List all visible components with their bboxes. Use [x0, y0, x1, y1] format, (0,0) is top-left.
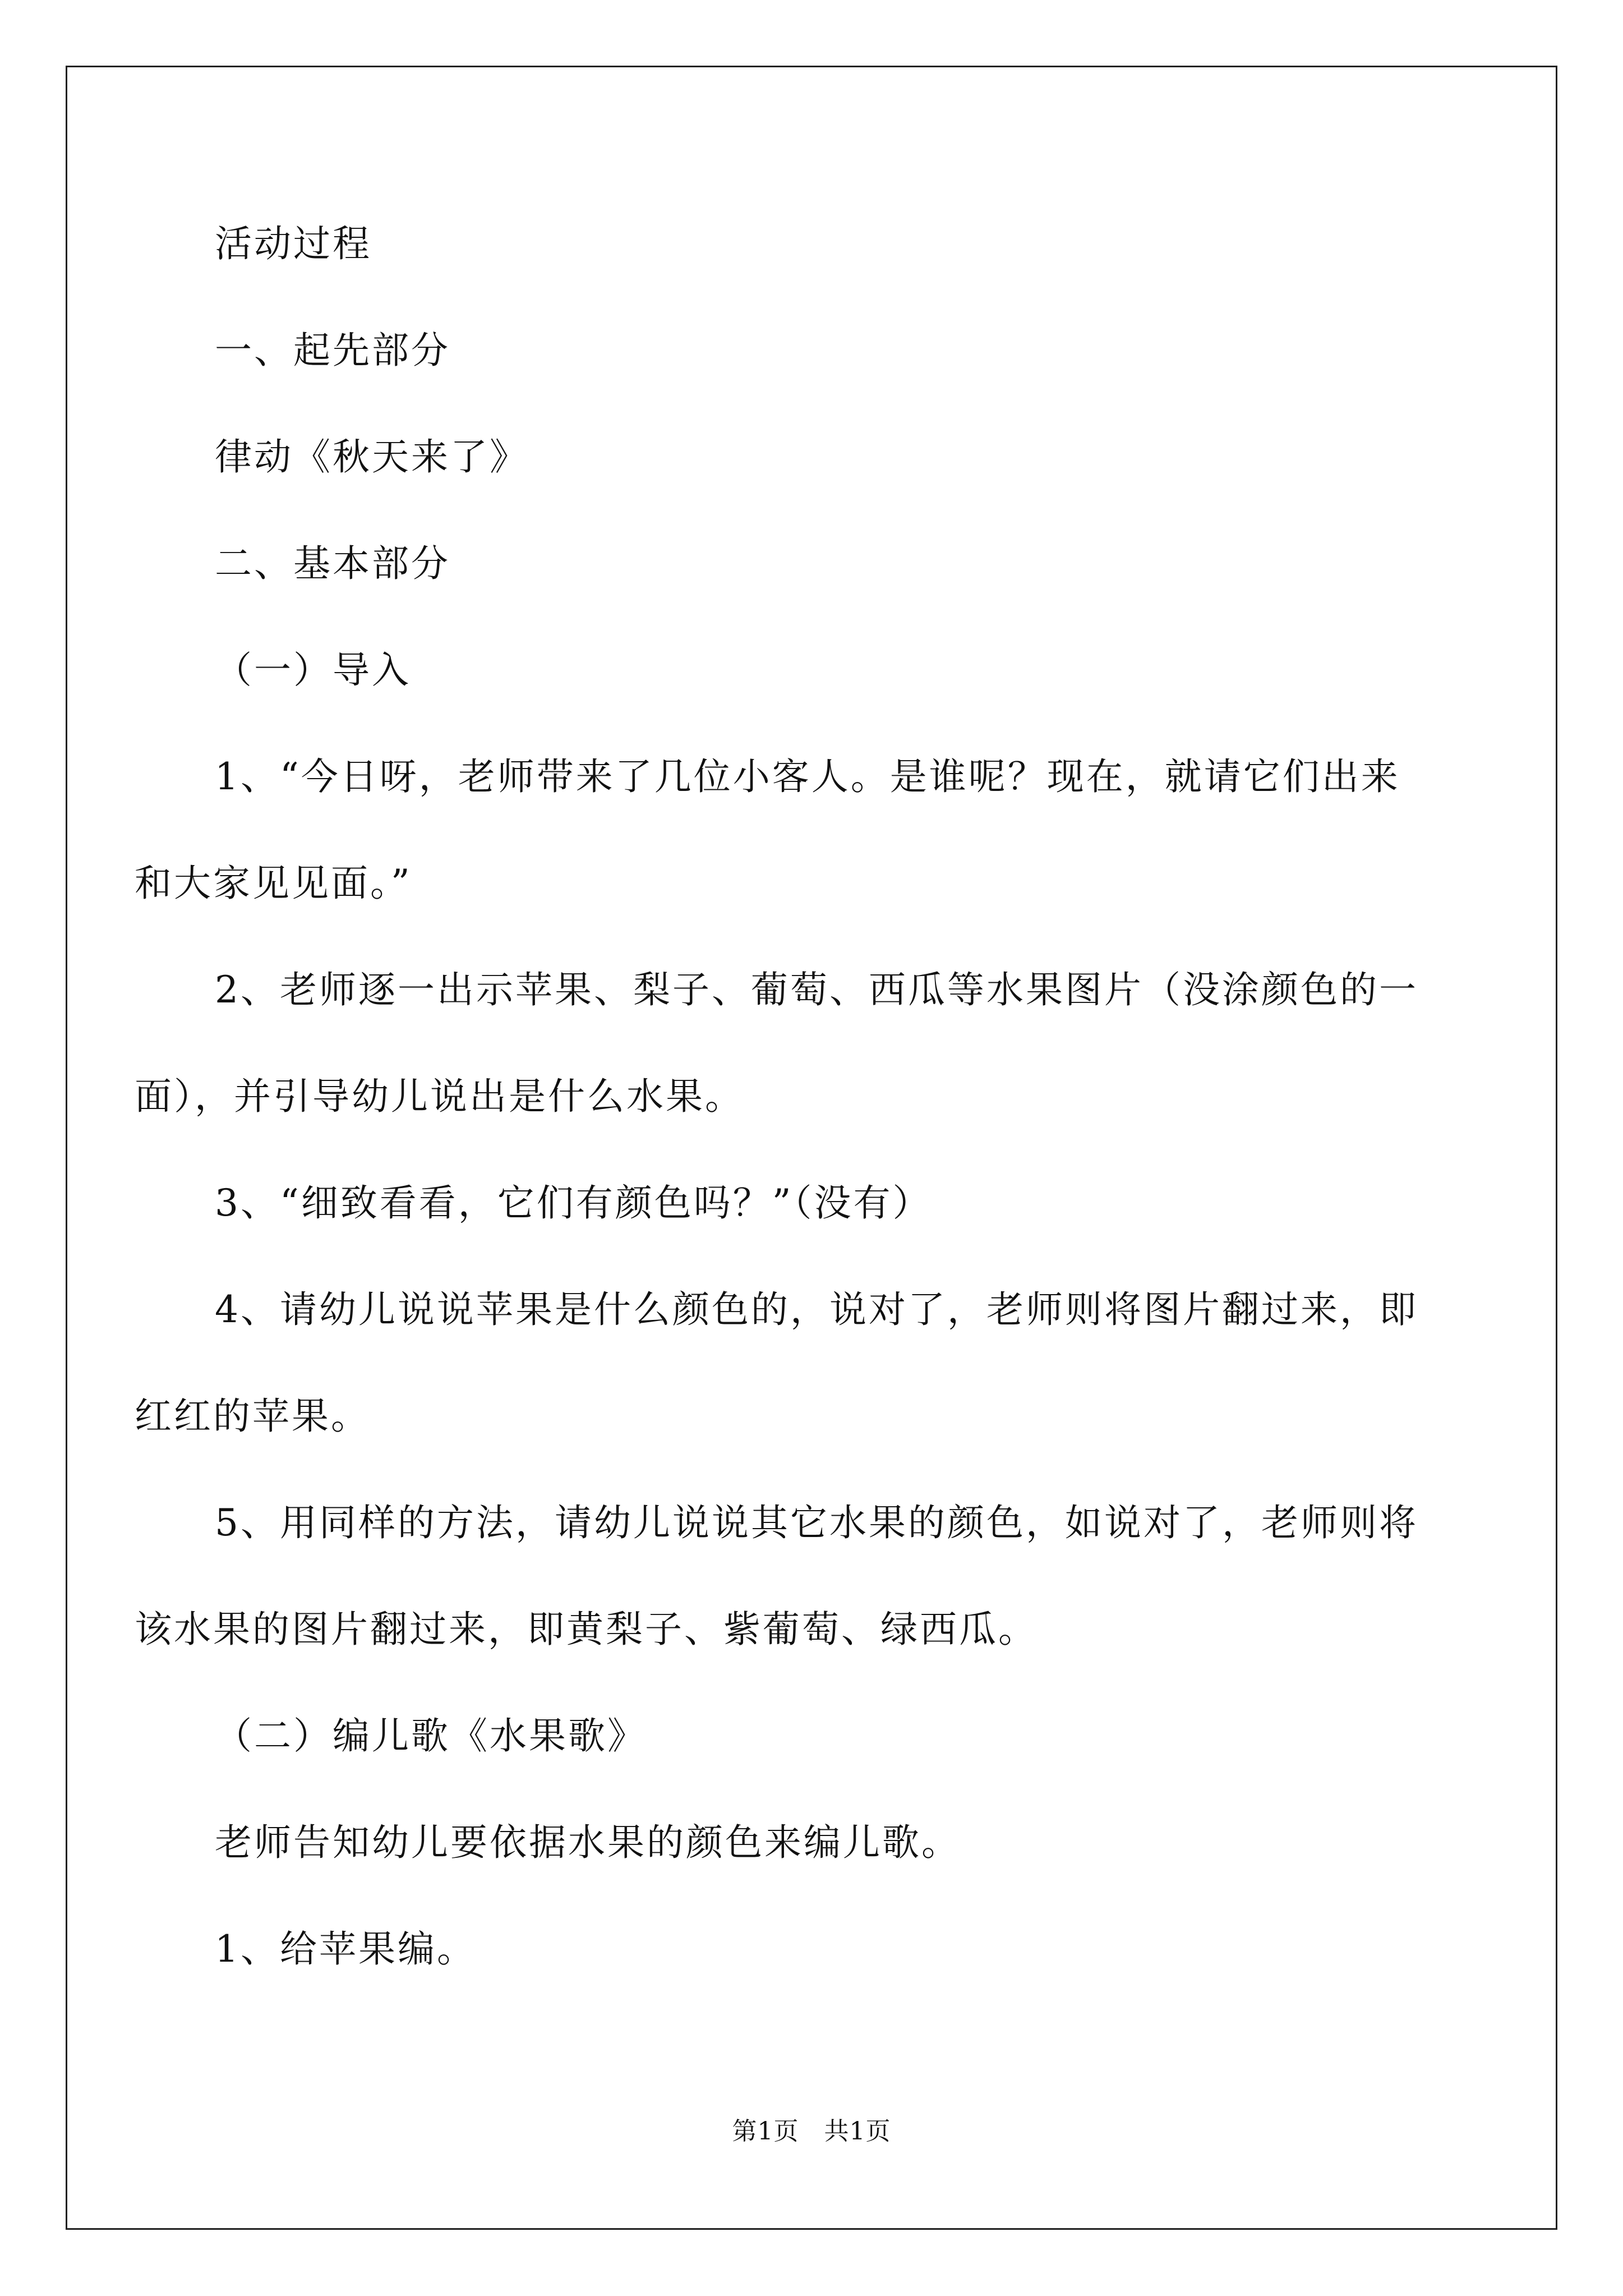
page-number-footer: 第1页 共1页 [732, 2117, 891, 2146]
document-body [135, 191, 1426, 2003]
section-heading-start: 一、起先部分 [215, 329, 450, 372]
paragraph-step-2: 2、老师逐一出示苹果、梨子、葡萄、西瓜等水果图片（没涂颜色的一面），并引导幼儿说出是什么水果。 [135, 968, 1418, 1118]
heading-activity-process: 活动过程 [215, 222, 372, 265]
paragraph-step-3: 3、“细致看看，它们有颜色吗？”（没有） [215, 1181, 932, 1225]
paragraph-teacher-tells: 老师告知幼儿要依据水果的颜色来编儿歌。 [215, 1821, 961, 1864]
subsection-heading-song: （二）编儿歌《水果歌》 [215, 1714, 647, 1757]
paragraph-apple: 1、给苹果编。 [215, 1927, 476, 1971]
paragraph-step-5: 5、用同样的方法，请幼儿说说其它水果的颜色，如说对了，老师则将该水果的图片翻过来，即黄梨子、紫葡萄、绿西瓜。 [135, 1501, 1418, 1651]
paragraph-step-4: 4、请幼儿说说苹果是什么颜色的，说对了，老师则将图片翻过来，即红红的苹果。 [135, 1288, 1418, 1438]
paragraph-step-1: 1、“今日呀，老师带来了几位小客人。是谁呢？现在，就请它们出来和大家见见面。” [135, 755, 1400, 905]
subsection-heading-intro: （一）导入 [215, 648, 411, 692]
section-heading-basic: 二、基本部分 [215, 542, 450, 585]
paragraph-rhythm: 律动《秋天来了》 [215, 435, 529, 478]
